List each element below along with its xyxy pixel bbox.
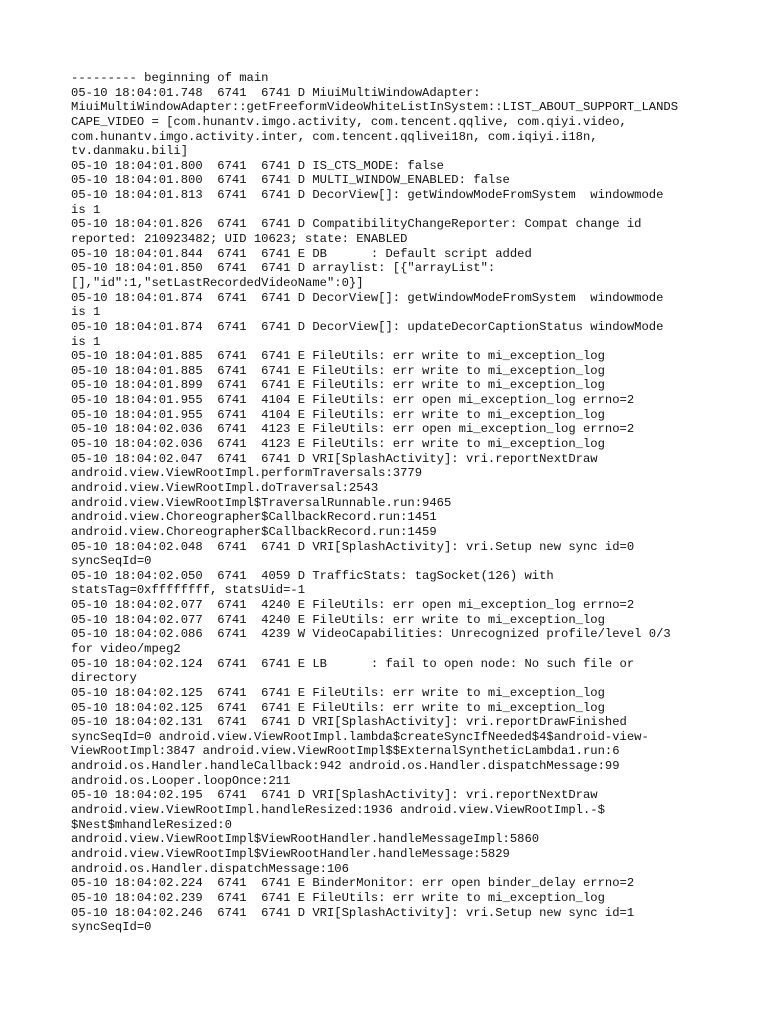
log-line: [],"id":1,"setLastRecordedVideoName":0}] [71,275,364,290]
log-line: 05-10 18:04:02.047 6741 6741 D VRI[SplashActivity]: vri.reportNextDraw [71,451,598,466]
log-line: 05-10 18:04:02.036 6741 4123 E FileUtils: err write to mi_exception_log [71,437,605,452]
log-line: reported: 210923482; UID 10623; state: ENABLED [71,232,408,247]
log-line: android.view.ViewRootImpl.handleResized:1936 android.view.ViewRootImpl.-$ [71,803,605,818]
log-line: 05-10 18:04:01.813 6741 6741 D DecorView[]: getWindowModeFromSystem windowmode [71,188,664,203]
log-line: syncSeqId=0 [71,920,152,935]
log-line: 05-10 18:04:01.955 6741 4104 E FileUtils: err open mi_exception_log errno=2 [71,393,635,408]
log-line: android.view.ViewRootImpl$TraversalRunnable.run:9465 [71,495,452,510]
log-line: android.os.Handler.dispatchMessage:106 [71,861,349,876]
log-line: --------- beginning of main [71,71,269,85]
log-line: android.os.Looper.loopOnce:211 [71,773,291,788]
log-line: 05-10 18:04:02.050 6741 4059 D TrafficStats: tagSocket(126) with [71,568,554,583]
log-line: 05-10 18:04:01.885 6741 6741 E FileUtils: err write to mi_exception_log [71,349,605,364]
log-line: com.hunantv.imgo.activity.inter, com.tencent.qqlivei18n, com.iqiyi.i18n, [71,129,598,144]
log-line: syncSeqId=0 [71,554,152,569]
log-line: 05-10 18:04:02.246 6741 6741 D VRI[SplashActivity]: vri.Setup new sync id=1 [71,905,635,920]
log-line: 05-10 18:04:01.885 6741 6741 E FileUtils: err write to mi_exception_log [71,363,605,378]
log-line: 05-10 18:04:01.826 6741 6741 D CompatibilityChangeReporter: Compat change id [71,217,642,232]
log-line: android.view.Choreographer$CallbackRecord.run:1451 [71,510,437,525]
log-line: android.view.ViewRootImpl.doTraversal:2543 [71,480,379,495]
log-line: 05-10 18:04:02.077 6741 4240 E FileUtils: err write to mi_exception_log [71,612,605,627]
log-line: 05-10 18:04:02.131 6741 6741 D VRI[SplashActivity]: vri.reportDrawFinished [71,715,627,730]
log-line: android.view.Choreographer$CallbackRecord.run:1459 [71,524,437,539]
log-line: android.view.ViewRootImpl$ViewRootHandler.handleMessageImpl:5860 [71,832,540,847]
log-line: 05-10 18:04:02.224 6741 6741 E BinderMonitor: err open binder_delay errno=2 [71,876,635,891]
log-line: directory [71,671,137,686]
log-line: is 1 [71,305,101,320]
log-line: 05-10 18:04:02.125 6741 6741 E FileUtils: err write to mi_exception_log [71,685,605,700]
log-line: ViewRootImpl:3847 android.view.ViewRootImpl$$ExternalSyntheticLambda1.run:6 [71,744,620,759]
log-line: 05-10 18:04:01.850 6741 6741 D arraylist: [{"arrayList": [71,261,496,276]
log-line: 05-10 18:04:01.899 6741 6741 E FileUtils: err write to mi_exception_log [71,378,605,393]
log-line: 05-10 18:04:01.874 6741 6741 D DecorView[]: updateDecorCaptionStatus windowMode [71,319,664,334]
log-line: CAPE_VIDEO = [com.hunantv.imgo.activity, com.tencent.qqlive, com.qiyi.video, [71,114,627,129]
log-line: syncSeqId=0 android.view.ViewRootImpl.lambda$createSyncIfNeeded$4$android-view- [71,729,649,744]
log-line: 05-10 18:04:02.239 6741 6741 E FileUtils: err write to mi_exception_log [71,890,605,905]
log-text-body [71,71,711,935]
log-line: $Nest$mhandleResized:0 [71,817,232,832]
log-line: android.view.ViewRootImpl$ViewRootHandler.handleMessage:5829 [71,846,510,861]
log-line: statsTag=0xffffffff, statsUid=-1 [71,583,306,598]
log-line: 05-10 18:04:01.748 6741 6741 D MiuiMultiWindowAdapter: [71,85,481,100]
log-line: tv.danmaku.bili] [71,144,189,159]
log-line: 05-10 18:04:01.955 6741 4104 E FileUtils: err write to mi_exception_log [71,407,605,422]
log-line: MiuiMultiWindowAdapter::getFreeformVideoWhiteListInSystem::LIST_ABOUT_SUPPORT_LANDS [71,100,679,115]
log-line: 05-10 18:04:02.124 6741 6741 E LB : fail to open node: No such file or [71,656,635,671]
log-line: 05-10 18:04:02.048 6741 6741 D VRI[SplashActivity]: vri.Setup new sync id=0 [71,539,635,554]
log-line: for video/mpeg2 [71,641,181,656]
log-line: 05-10 18:04:02.125 6741 6741 E FileUtils: err write to mi_exception_log [71,700,605,715]
log-line: is 1 [71,334,101,349]
log-line: android.view.ViewRootImpl.performTraversals:3779 [71,466,423,481]
log-line: 05-10 18:04:02.086 6741 4239 W VideoCapabilities: Unrecognized profile/level 0/3 [71,627,671,642]
log-line: 05-10 18:04:02.077 6741 4240 E FileUtils: err open mi_exception_log errno=2 [71,598,635,613]
log-line: android.os.Handler.handleCallback:942 android.os.Handler.dispatchMessage:99 [71,759,620,774]
log-line: 05-10 18:04:02.036 6741 4123 E FileUtils: err open mi_exception_log errno=2 [71,422,635,437]
log-line: 05-10 18:04:01.800 6741 6741 D IS_CTS_MODE: false [71,158,444,173]
log-line: 05-10 18:04:01.874 6741 6741 D DecorView[]: getWindowModeFromSystem windowmode [71,290,664,305]
log-line: is 1 [71,202,101,217]
log-line: 05-10 18:04:01.800 6741 6741 D MULTI_WINDOW_ENABLED: false [71,173,510,188]
log-line: 05-10 18:04:02.195 6741 6741 D VRI[SplashActivity]: vri.reportNextDraw [71,788,598,803]
log-line: 05-10 18:04:01.844 6741 6741 E DB : Default script added [71,246,532,261]
